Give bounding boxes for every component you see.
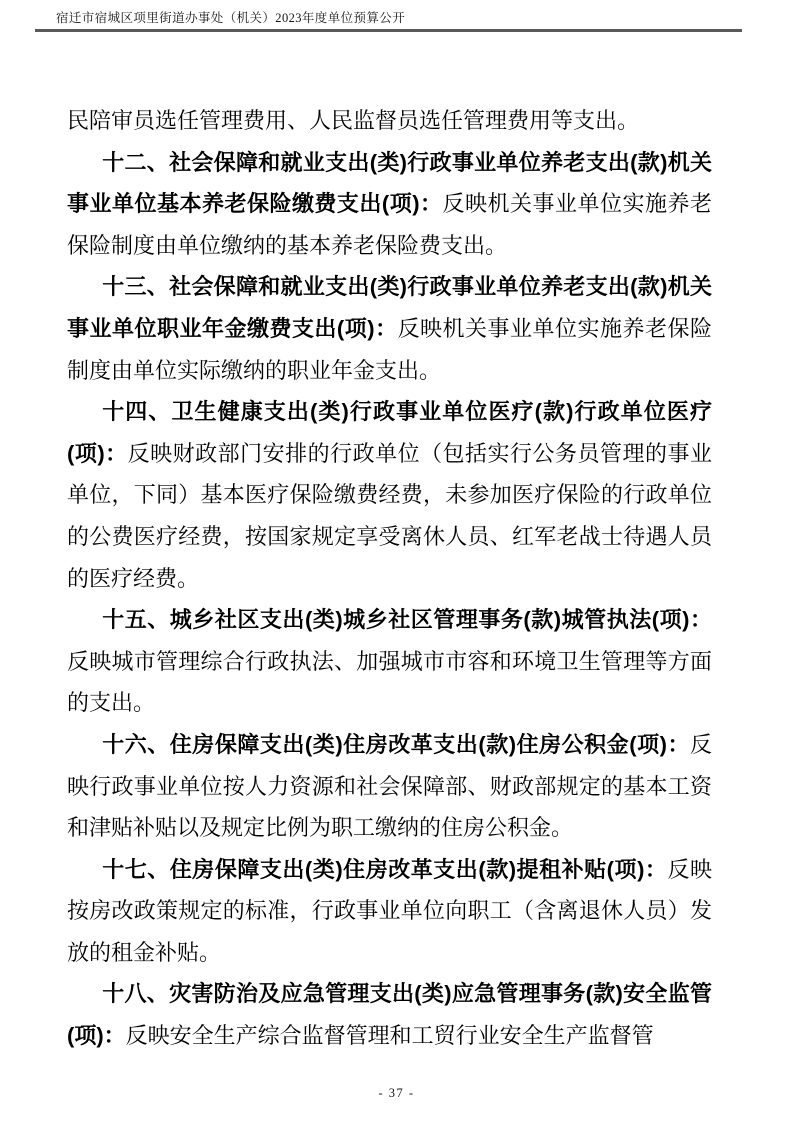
paragraph-item-15 <box>67 599 712 724</box>
text-run: 反映机关事业单位实施养老保险制度由单位实际缴纳的职业年金支出。 <box>67 315 712 383</box>
heading-run: 十四、卫生健康支出(类)行政事业单位医疗(款)行政单位医疗(项)： <box>67 399 712 466</box>
text-run: 民陪审员选任管理费用、人民监督员选任管理费用等支出。 <box>67 108 640 133</box>
page-number: - 37 - <box>378 1086 415 1100</box>
heading-run: 十七、住房保障支出(类)住房改革支出(款)提租补贴(项)： <box>102 856 668 882</box>
paragraph-item-18 <box>67 973 712 1056</box>
text-run: 反映城市管理综合行政执法、加强城市市容和环境卫生管理等方面的支出。 <box>67 648 712 716</box>
paragraph-continuation <box>67 100 712 142</box>
paragraph-item-17 <box>67 849 712 974</box>
heading-run: 十三、社会保障和就业支出(类)行政事业单位养老支出(款)机关事业单位职业年金缴费支出(项)： <box>67 274 712 341</box>
text-run: 反映财政部门安排的行政单位（包括实行公务员管理的事业单位，下同）基本医疗保险缴费经费，未参加医疗保险的行政单位的公费医疗经费，按国家规定享受离休人员、红军老战士待遇人员的医疗经费。 <box>67 440 712 591</box>
heading-run: 十五、城乡社区支出(类)城乡社区管理事务(款)城管执法(项)： <box>102 607 712 633</box>
header-title: 宿迁市宿城区项里街道办事处（机关）2023年度单位预算公开 <box>56 11 406 25</box>
text-run: 反映行政事业单位按人力资源和社会保障部、财政部规定的基本工资和津贴补贴以及规定比例为职工缴纳的住房公积金。 <box>67 731 712 841</box>
paragraph-item-14 <box>67 391 712 599</box>
header-rule <box>35 29 742 32</box>
heading-run: 十二、社会保障和就业支出(类)行政事业单位养老支出(款)机关事业单位基本养老保险缴费支出(项)： <box>67 149 712 217</box>
text-run: 反映按房改政策规定的标准，行政事业单位向职工（含离退休人员）发放的租金补贴。 <box>67 856 712 965</box>
heading-run: 十六、住房保障支出(类)住房改革支出(款)住房公积金(项)： <box>102 731 690 757</box>
document-body <box>67 100 712 1057</box>
paragraph-item-12 <box>67 142 712 267</box>
paragraph-item-16 <box>67 724 712 849</box>
text-run: 反映安全生产综合监督管理和工贸行业安全生产监督管 <box>125 1023 654 1049</box>
paragraph-item-13 <box>67 266 712 391</box>
text-run: 反映机关事业单位实施养老保险制度由单位缴纳的基本养老保险费支出。 <box>67 191 712 258</box>
heading-run: 十八、灾害防治及应急管理支出(类)应急管理事务(款)安全监管(项)： <box>67 981 712 1049</box>
